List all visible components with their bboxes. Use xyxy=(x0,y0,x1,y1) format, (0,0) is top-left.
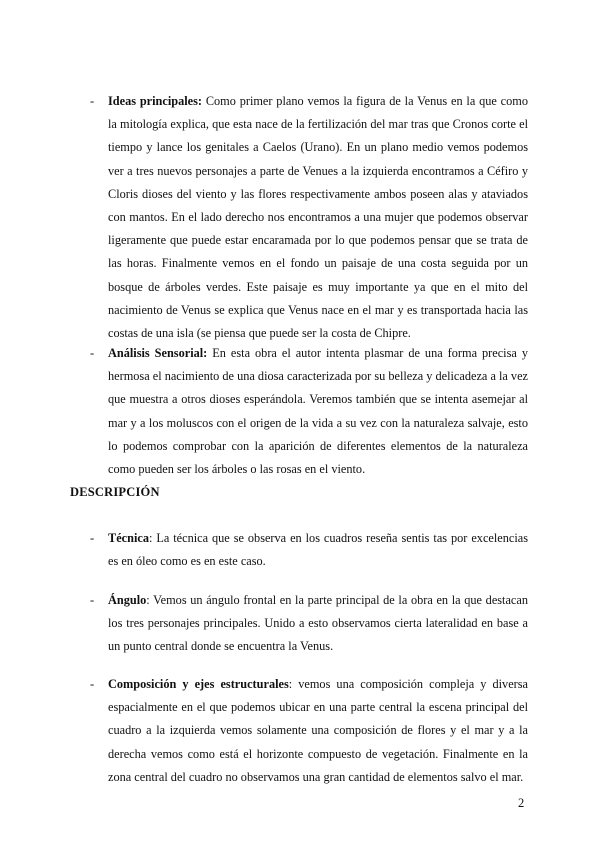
composicion-paragraph xyxy=(108,673,528,789)
tecnica-item xyxy=(90,527,528,573)
ideas-principales-text: Como primer plano vemos la figura de la Venus en la que como la mitología explica, que esta nace de la fertilización del mar tras que Cronos corte el tiempo y lance los genitales a Caelos (Urano). En un plano medio vemos podemos ver a tres nuevos personajes a parte de Venues a la izquierda encontramos a Céfiro y Cloris dioses del viento y las flores respectivamente ambos poseen alas y ataviados con mantos. En el lado derecho nos encontramos a una mujer que podemos observar ligeramente que puede estar encaramada por lo que podemos pensar que se trata de las horas. Finalmente vemos en el fondo un paisaje de una costa seguida por un bosque de árboles verdes. Este paisaje es muy importante ya que en el mito del nacimiento de Venus se explica que Venus nace en el mar y es transportada hacia las costas de una isla (se piensa que puede ser la costa de Chipre. xyxy=(108,94,529,341)
ideas-principales-paragraph xyxy=(108,90,528,345)
composicion-item xyxy=(90,673,528,789)
composicion-text: : vemos una composición compleja y diversa espacialmente en el que podemos ubicar en una parte central la escena principal del cuadro a la izquierda vemos solamente una composición de flores y el mar y a la derecha vemos como está el horizonte compuesto de vegetación. Finalmente en la zona central del cuadro no observamos una gran cantidad de elementos salvo el mar. xyxy=(108,677,528,784)
list-bullet: - xyxy=(90,677,95,691)
angulo-item xyxy=(90,589,528,659)
analisis-sensorial-item xyxy=(90,342,528,481)
ideas-principales-title: Ideas principales: xyxy=(108,94,203,108)
tecnica-text: : La técnica que se observa en los cuadros reseña sentis tas por excelencias es en óleo como es en este caso. xyxy=(108,531,528,569)
analisis-sensorial-title: Análisis Sensorial: xyxy=(108,346,208,360)
tecnica-paragraph xyxy=(108,527,528,573)
list-bullet: - xyxy=(90,531,95,545)
ideas-principales-item xyxy=(90,90,529,345)
list-bullet: - xyxy=(90,346,95,360)
angulo-paragraph xyxy=(108,589,528,659)
analisis-sensorial-paragraph xyxy=(108,342,528,481)
page-number: 2 xyxy=(518,796,525,810)
analisis-sensorial-text: En esta obra el autor intenta plasmar de una forma precisa y hermosa el nacimiento de una diosa caracterizada por su belleza y delicadeza a la vez que muestra a otros dioses esperándola. Veremos también que se intenta asemejar al mar y a los moluscos con el origen de la vida a su vez con la naturaleza salvaje, esto lo podemos comprobar con la aparición de diferentes elementos de la naturaleza como pueden ser los árboles o las rosas en el viento. xyxy=(108,346,528,477)
composicion-title: Composición y ejes estructurales xyxy=(108,677,289,691)
angulo-title: Ángulo xyxy=(108,593,147,607)
list-bullet: - xyxy=(90,94,95,108)
tecnica-title: Técnica xyxy=(108,531,149,545)
descripcion-heading: DESCRIPCIÓN xyxy=(70,485,160,499)
angulo-text: : Vemos un ángulo frontal en la parte principal de la obra en la que destacan los tres personajes principales. Unido a esto observamos cierta lateralidad en base a un punto central donde se encuentra la Venus. xyxy=(108,593,528,654)
list-bullet: - xyxy=(90,593,95,607)
